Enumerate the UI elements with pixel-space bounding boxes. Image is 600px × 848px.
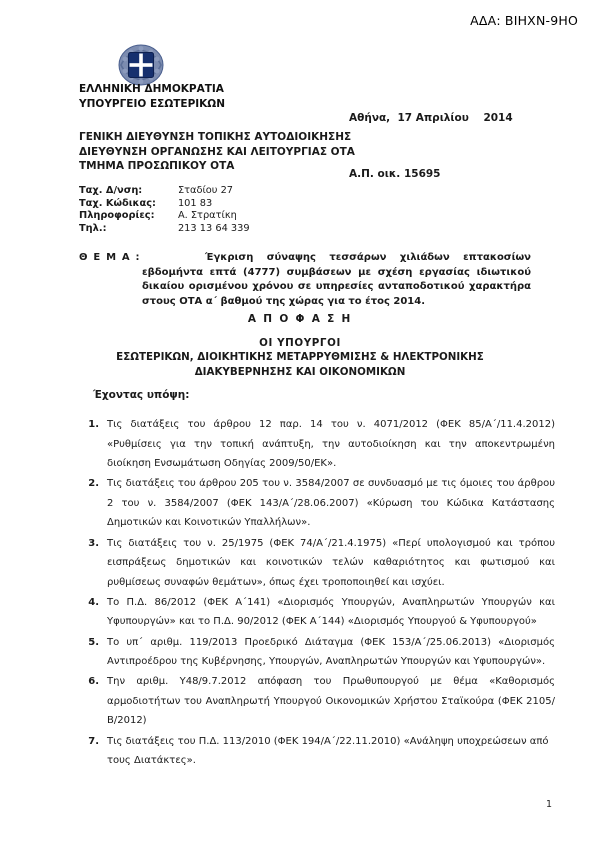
list-item: Τις διατάξεις του άρθρου 12 παρ. 14 του ν. 4071/2012 (ΦΕΚ 85/Α΄/11.4.2012) «Ρυθμίσεις για την τοπική ανάπτυξη, την αυτοδιοίκηση και την αποκεντρωμένη διοίκηση Ενσωμάτωση Οδηγίας 2009/50/ΕΚ». (107, 419, 555, 470)
department-titles (79, 130, 499, 174)
protocol-number: Α.Π. οικ. 15695 (349, 167, 441, 180)
contact-block (79, 185, 250, 235)
subject-text: Έγκριση σύναψης τεσσάρων χιλιάδων επτακοσίων εβδομήντα επτά (4777) συμβάσεων με σχέση εργασίας ιδιωτικού δικαίου ορισμένου χρόνου σε υπηρεσίες ανταποδοτικού χαρακτήρα στους ΟΤΑ α΄ βαθμού της χώρας για το έτος 2014. (142, 252, 531, 307)
list-item: Το Π.Δ. 86/2012 (ΦΕΚ Α΄141) «Διορισμός Υπουργών, Αναπληρωτών Υπουργών και Υφυπουργών» και το Π.Δ. 90/2012 (ΦΕΚ Α΄144) «Διορισμός Υπουργού & Υφυπουργού» (107, 596, 555, 628)
preamble-text: Έχοντας υπόψη: (93, 389, 190, 401)
subject-label: Θ Ε Μ Α : (79, 252, 141, 263)
ministers-intro: ΟΙ ΥΠΟΥΡΓΟΙ (259, 337, 341, 349)
ministers-line-2: ΔΙΑΚΥΒΕΡΝΗΣΗΣ ΚΑΙ ΟΙΚΟΝΟΜΙΚΩΝ (194, 365, 406, 378)
department-line-1: ΓΕΝΙΚΗ ΔΙΕΥΘΥΝΣΗ ΤΟΠΙΚΗΣ ΑΥΤΟΔΙΟΙΚΗΣΗΣ (79, 131, 352, 143)
contact-value: Σταδίου 27 (177, 185, 234, 196)
place-and-date: Αθήνα, 17 Απριλίου 2014 (349, 112, 513, 124)
contact-label: Τηλ.: (79, 222, 107, 234)
contact-label: Ταχ. Κώδικας: (79, 197, 156, 209)
decision-heading: Α Π Ο Φ Α Σ Η (247, 313, 353, 325)
list-item: Το υπ΄ αριθμ. 119/2013 Προεδρικό Διάταγμα (ΦΕΚ 153/Α΄/25.06.2013) «Διορισμός Αντιπροέδρου της Κυβέρνησης, Υπουργών, Αναπληρωτών Υπουργών και Υφυπουργών». (107, 636, 555, 668)
contact-value: 213 13 64 339 (177, 222, 250, 234)
list-item: Τις διατάξεις του ν. 25/1975 (ΦΕΚ 74/Α΄/21.4.1975) «Περί υπολογισμού και τρόπου εισπράξεως δημοτικών και κοινοτικών τελών καθαριότητος και φωτισμού και ρυθμίσεως συναφών θεμάτων», όπως έχει τροποποιηθεί και ισχύει. (107, 537, 555, 588)
authority-line-2: ΥΠΟΥΡΓΕΙΟ ΕΣΩΤΕΡΙΚΩΝ (79, 97, 226, 110)
authority-line-1: ΕΛΛΗΝΙΚΗ ΔΗΜΟΚΡΑΤΙΑ (79, 83, 224, 95)
list-item: Τις διατάξεις του Π.Δ. 113/2010 (ΦΕΚ 194/Α΄/22.11.2010) «Ανάληψη υποχρεώσεων από τους Διατάκτες». (107, 735, 549, 767)
ministers-block (0, 336, 600, 379)
page-number: 1 (545, 799, 552, 810)
list-item: Τις διατάξεις του άρθρου 205 του ν. 3584/2007 σε συνδυασμό με τις όμοιες του άρθρου 2 του ν. 3584/2007 (ΦΕΚ 143/Α΄/28.06.2007) «Κύρωση του Κώδικα Κατάστασης Δημοτικών και Κοινοτικών Υπαλλήλων». (107, 478, 555, 529)
department-line-3: ΤΜΗΜΑ ΠΡΟΣΩΠΙΚΟΥ ΟΤΑ (79, 160, 235, 172)
issuing-authority (79, 82, 339, 111)
ada-stamp: ΑΔΑ: ΒΙΗΧΝ-9ΗΟ (470, 13, 578, 28)
contact-value: Α. Στρατίκη (177, 210, 237, 222)
contact-row (79, 223, 250, 236)
contact-row (79, 210, 250, 223)
contact-row (79, 185, 250, 198)
department-line-2: ΔΙΕΥΘΥΝΣΗ ΟΡΓΑΝΩΣΗΣ ΚΑΙ ΛΕΙΤΟΥΡΓΙΑΣ ΟΤΑ (79, 145, 355, 158)
contact-row (79, 198, 250, 211)
contact-label: Ταχ. Δ/νση: (79, 185, 143, 196)
subject-block (79, 251, 531, 309)
provisions-list (79, 415, 555, 771)
contact-value: 101 83 (177, 197, 213, 209)
contact-label: Πληροφορίες: (79, 210, 155, 222)
list-item: Την αριθμ. Υ48/9.7.2012 απόφαση του Πρωθυπουργού με θέμα «Καθορισμός αρμοδιοτήτων του Αναπληρωτή Υπουργού Οικονομικών Χρήστου Σταϊκούρα (ΦΕΚ 2105/Β/2012) (107, 676, 555, 727)
ministers-line-1: ΕΣΩΤΕΡΙΚΩΝ, ΔΙΟΙΚΗΤΙΚΗΣ ΜΕΤΑΡΡΥΘΜΙΣΗΣ & ΗΛΕΚΤΡΟΝΙΚΗΣ (116, 351, 484, 364)
